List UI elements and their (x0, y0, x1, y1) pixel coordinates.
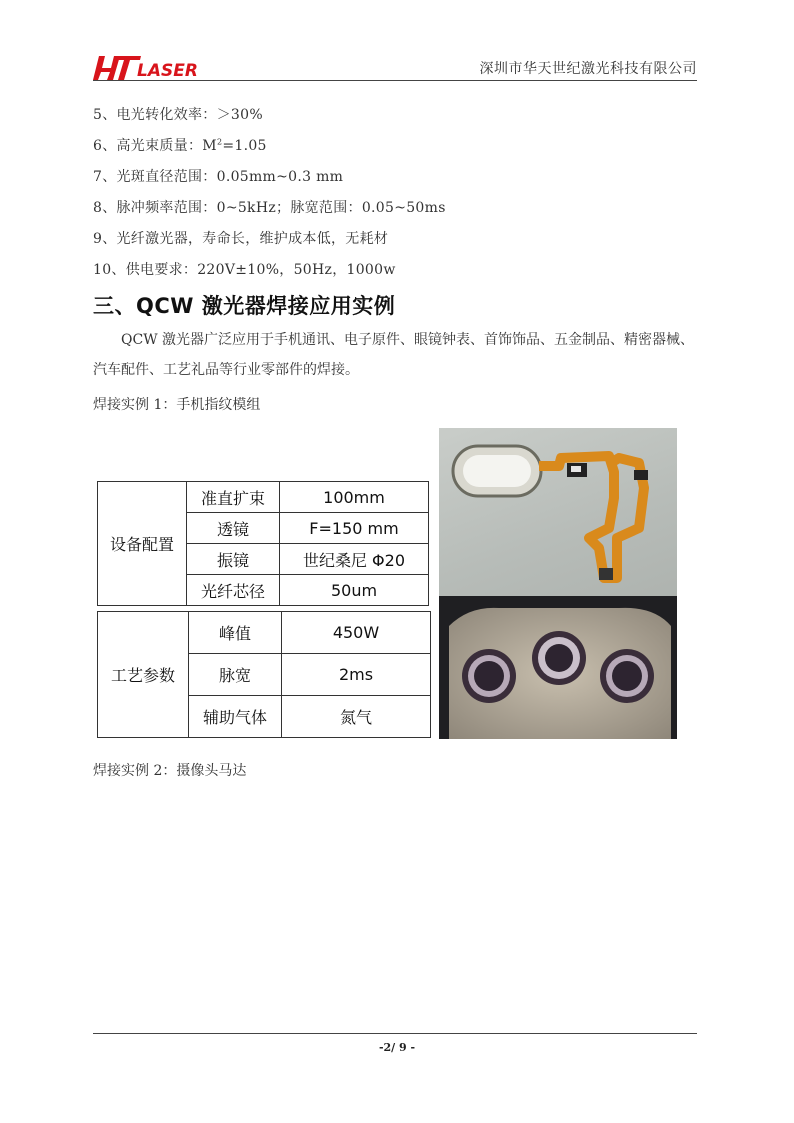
table-cell-name: 光纤芯径 (187, 575, 280, 606)
example-1-label: 焊接实例 1：手机指纹模组 (93, 397, 261, 413)
svg-text:LASER: LASER (137, 61, 198, 81)
process-params-table (97, 611, 431, 738)
section-title: 三、QCW 激光器焊接应用实例 (93, 294, 396, 318)
fingerprint-module-photo (439, 428, 677, 596)
spec-line-7: 7、光斑直径范围：0.05mm~0.3 mm (93, 169, 344, 185)
table-cell-value: 50um (280, 575, 429, 606)
example-2-label: 焊接实例 2：摄像头马达 (93, 763, 247, 779)
table-cell-name: 峰值 (189, 612, 282, 654)
table-cell-name: 准直扩束 (187, 482, 280, 513)
spec-line-8: 8、脉冲频率范围：0~5kHz；脉宽范围：0.05~50ms (93, 200, 446, 216)
header-divider (93, 80, 697, 81)
table-group-label: 工艺参数 (98, 612, 189, 738)
company-logo (93, 52, 213, 82)
spec-line-5: 5、电光转化效率：＞30% (93, 107, 263, 123)
table-cell-value: 氮气 (282, 696, 431, 738)
table-cell-name: 透镜 (187, 513, 280, 544)
table-cell-name: 脉宽 (189, 654, 282, 696)
table-cell-name: 辅助气体 (189, 696, 282, 738)
spec-line-6: 6、高光束质量：$M^2=1.05$ (93, 137, 267, 154)
table-cell-value: 2ms (282, 654, 431, 696)
company-name: 深圳市华天世纪激光科技有限公司 (479, 61, 697, 77)
table-cell-value: F=150 mm (280, 513, 429, 544)
footer-divider (93, 1033, 697, 1034)
page-number: -2/ 9 - (378, 1041, 416, 1054)
table-cell-name: 振镜 (187, 544, 280, 575)
table-group-label: 设备配置 (98, 482, 187, 606)
equipment-config-table (97, 481, 429, 606)
fingerprint-module-image (439, 428, 677, 596)
table-cell-value: 450W (282, 612, 431, 654)
weld-spots-image (439, 596, 677, 739)
table-cell-value: 世纪桑尼 Φ20 (280, 544, 429, 575)
spec-line-10: 10、供电要求：220V±10%，50Hz，1000w (93, 262, 396, 278)
spec-line-9: 9、光纤激光器，寿命长，维护成本低，无耗材 (93, 231, 389, 247)
weld-spots-photo (439, 596, 677, 739)
section-paragraph: QCW 激光器广泛应用于手机通讯、电子原件、眼镜钟表、首饰饰品、五金制品、精密器械、汽车配件、工艺礼品等行业零部件的焊接。 (93, 332, 695, 378)
table-cell-value: 100mm (280, 482, 429, 513)
